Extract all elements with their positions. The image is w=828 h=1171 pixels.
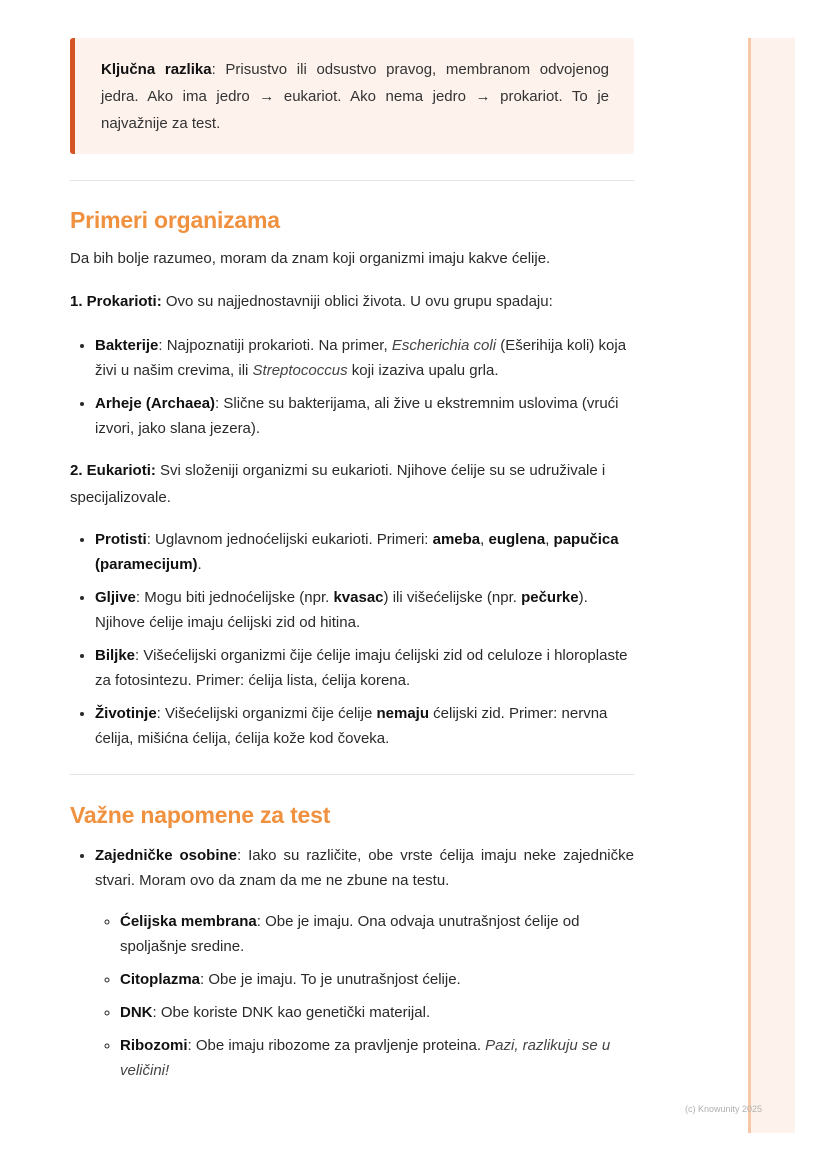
list-item-zivotinje <box>95 701 634 751</box>
item-bold: euglena <box>488 531 546 548</box>
item-bold: pečurke <box>521 589 579 606</box>
item-name: Ribozomi <box>120 1037 188 1054</box>
notes-heading: Važne napomene za test <box>70 802 331 828</box>
document-page <box>70 38 634 1083</box>
item-text: : Uglavnom jednoćelijski eukarioti. Primeri: <box>146 531 433 548</box>
item-text: : Višećelijski organizmi čije ćelije <box>156 705 377 722</box>
page-side-band <box>748 38 795 1133</box>
sublist-item-dnk <box>120 1000 634 1025</box>
item-text: . <box>197 556 202 573</box>
eukaryotes-text: Svi složeniji organizmi su eukarioti. Njihove ćelije su se udruživale i specijalizovale. <box>70 462 606 506</box>
eukaryotes-list <box>70 527 634 751</box>
sublist-item-membrana <box>120 909 634 959</box>
item-name: Ćelijska membrana <box>120 913 257 930</box>
item-text: koji izaziva upalu grla. <box>347 362 499 379</box>
item-text: ). Njihove ćelije imaju ćelijski zid od hitina. <box>95 589 588 631</box>
item-name: Bakterije <box>95 337 159 354</box>
item-text: ćelijski zid. Primer: nervna ćelija, mišićna ćelija, ćelija kože kod čoveka. <box>95 705 608 747</box>
item-text: : Obe je imaju. To je unutrašnjost ćelije. <box>200 971 461 988</box>
eukaryotes-paragraph <box>70 457 634 511</box>
sublist-item-ribozomi <box>120 1033 634 1083</box>
notes-list <box>70 843 634 1083</box>
item-italic: Escherichia coli <box>391 337 497 354</box>
item-italic: Streptococcus <box>252 362 348 379</box>
item-text: , <box>545 531 554 548</box>
organisms-intro: Da bih bolje razumeo, moram da znam koji organizmi imaju kakve ćelije. <box>70 250 551 267</box>
item-name: Arheje (Archaea) <box>95 395 216 412</box>
section-divider <box>70 774 634 775</box>
item-text: : Obe je imaju. Ona odvaja unutrašnjost ćelije od spoljašnje sredine. <box>120 913 580 955</box>
item-text: : Obe imaju ribozome za pravljenje proteina. <box>187 1037 486 1054</box>
item-text: (Ešerihija koli) koja živi u našim crevima, ili <box>95 337 627 379</box>
prokaryotes-paragraph <box>70 288 634 315</box>
item-name: Biljke <box>95 647 136 664</box>
item-name: Protisti <box>95 531 147 548</box>
prokaryotes-text: Ovo su najjednostavniji oblici života. U ovu grupu spadaju: <box>161 293 553 310</box>
list-item-bakterije <box>95 333 634 383</box>
item-bold: nemaju <box>376 705 429 722</box>
prokaryotes-list <box>70 333 634 441</box>
item-bold: ameba <box>432 531 481 548</box>
item-text: : Iako su različite, obe vrste ćelija imaju neke zajedničke stvari. Moram ovo da znam da me ne zbune na testu. <box>95 847 634 889</box>
item-text: : Višećelijski organizmi čije ćelije imaju ćelijski zid od celuloze i hloroplaste za fotosintezu. Primer: ćelija lista, ćelija korena. <box>95 647 628 689</box>
section-divider <box>70 180 634 181</box>
eukaryotes-label: 2. Eukarioti: <box>70 462 156 479</box>
list-item-protisti <box>95 527 634 577</box>
item-text: : Mogu biti jednoćelijske (npr. <box>135 589 334 606</box>
item-name: DNK <box>120 1004 153 1021</box>
item-name: Gljive <box>95 589 136 606</box>
item-name: Citoplazma <box>120 971 201 988</box>
common-features-sublist <box>95 909 634 1083</box>
key-difference-callout <box>70 38 634 154</box>
prokaryotes-label: 1. Prokarioti: <box>70 293 162 310</box>
list-item-common-features <box>95 843 634 1083</box>
item-text: ) ili višećelijske (npr. <box>383 589 522 606</box>
sublist-item-citoplazma <box>120 967 634 992</box>
copyright-footer: (c) Knowunity 2025 <box>685 1104 763 1114</box>
item-name: Zajedničke osobine <box>95 847 237 864</box>
item-bold: papučica (paramecijum) <box>95 531 619 573</box>
item-italic: Pazi, razlikuju se u veličini! <box>120 1037 611 1079</box>
item-name: Životinje <box>95 705 157 722</box>
list-item-biljke <box>95 643 634 693</box>
callout-label: Ključna razlika <box>101 61 212 78</box>
item-text: : Obe koriste DNK kao genetički materijal. <box>152 1004 431 1021</box>
item-text: , <box>480 531 489 548</box>
callout-text: : Prisustvo ili odsustvo pravog, membranom odvojenog jedra. Ako ima jedro → eukariot. Ako nema jedro → prokariot. To je najvažnije za test. <box>101 61 609 132</box>
organisms-heading: Primeri organizama <box>70 207 280 233</box>
item-text: : Najpoznatiji prokarioti. Na primer, <box>158 337 392 354</box>
list-item-gljive <box>95 585 634 635</box>
item-bold: kvasac <box>333 589 384 606</box>
item-text: : Slične su bakterijama, ali žive u ekstremnim uslovima (vrući izvori, jako slana jezera). <box>95 395 619 437</box>
list-item-arheje <box>95 391 634 441</box>
